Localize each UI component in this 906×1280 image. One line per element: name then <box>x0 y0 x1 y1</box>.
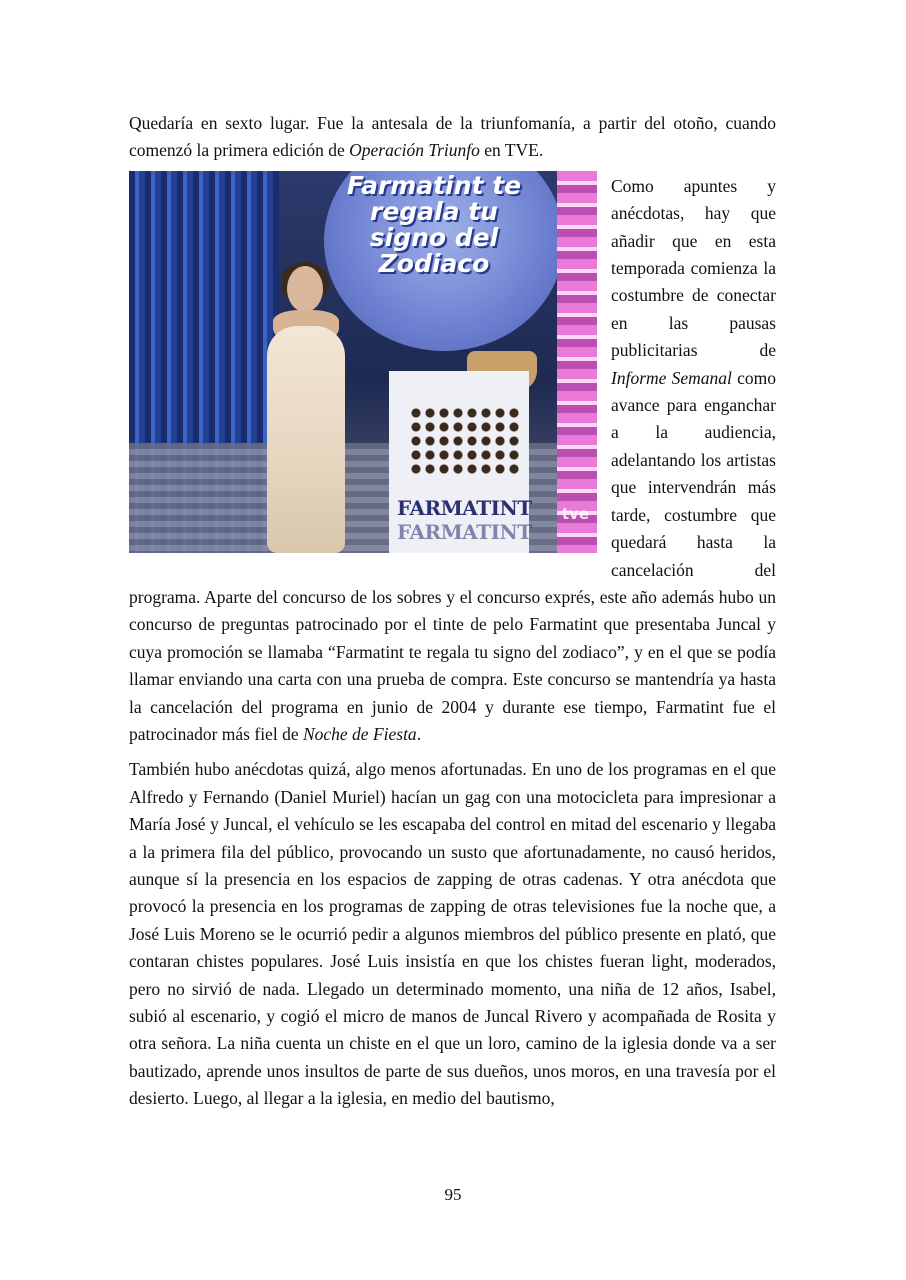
paragraph-2-italic-title-b: Noche de Fiesta <box>302 723 417 744</box>
presenter-dress <box>267 326 345 553</box>
paragraph-2-text-c: . <box>416 723 422 744</box>
presenter-figure <box>259 266 349 553</box>
farmatint-promo-photo <box>129 171 597 553</box>
paragraph-1-text-a: Quedaría en sexto lugar. Fue la antesala de la triunfomanía, a partir del otoño, cuando comenzó la primera edición de <box>129 113 776 161</box>
paragraph-2-text-a: Como apuntes y anécdotas, hay que añadir que en esta temporada comienza la costumbre de conectar en las pausas publicitarias de <box>611 175 776 361</box>
promo-banner-text: Farmatint te regala tu signo del Zodiaco <box>346 170 522 278</box>
tve-channel-logo: tve <box>561 505 589 524</box>
page-body <box>129 110 776 1113</box>
farmatint-logo <box>397 495 532 544</box>
paragraph-2-text-b: como avance para enganchar a la audiencia, adelantando los artistas que intervendrán más tarde, costumbre que quedará hasta la cancelación del programa. Aparte del concurso de los sobres y el concurso exprés, este año además hubo un concurso de preguntas patrocinado por el tinte de pelo Farmatint que presentaba Juncal y cuya promoción se llamaba “Farmatint te regala tu signo del zodiaco”, y en el que se podía llamar enviando una carta con una prueba de compra. Este concurso se mantendría ya hasta la cancelación del programa en junio de 2004 y durante ese tiempo, Farmatint fue el patrocinador más fiel de <box>129 367 776 744</box>
presenter-head <box>287 266 323 312</box>
paragraph-3: También hubo anécdotas quizá, algo menos afortunadas. En uno de los programas en el que Alfredo y Fernando (Daniel Muriel) hacían un gag con una motocicleta para impresionar a María José y Juncal, el vehículo se les escapaba del control en mitad del escenario y llegaba a la primera fila del público, provocando un susto que afortunadamente, no causó heridos, aunque sí la presencia en los espacios de zapping de otras cadenas. Y otra anécdota que provocó la presencia en los programas de zapping de otras televisiones fue la noche que, a José Luis Moreno se le ocurrió pedir a algunos miembros del público presente en plató, que contaran chistes populares. José Luis insistía en que los chistes fueran light, moderados, pero no sirvió de nada. Llegado un determinado momento, una niña de 12 años, Isabel, subió al escenario, y cogió el micro de manos de Juncal Rivero y acompañada de Rosita y otra señora. La niña cuenta un chiste en el que un loro, camino de la iglesia donde va a ser bautizado, aprende unos insultos de parte de sus dueños, unos moros, en una travesía por el desierto. Luego, al llegar a la iglesia, en medio del bautismo, <box>129 759 776 1109</box>
stage-lights <box>557 171 597 553</box>
paragraph-1-italic-title: Operación Triunfo <box>349 140 480 161</box>
paragraph-2-italic-title-a: Informe Semanal <box>611 367 732 388</box>
page-number: 95 <box>444 1185 462 1204</box>
farmatint-logo-reflection: FARMATINT <box>397 519 532 544</box>
paragraph-1 <box>129 110 776 165</box>
product-grid <box>409 406 519 476</box>
farmatint-logo-text: FARMATINT <box>397 495 532 520</box>
paragraph-1-text-b: en TVE. <box>479 140 544 161</box>
